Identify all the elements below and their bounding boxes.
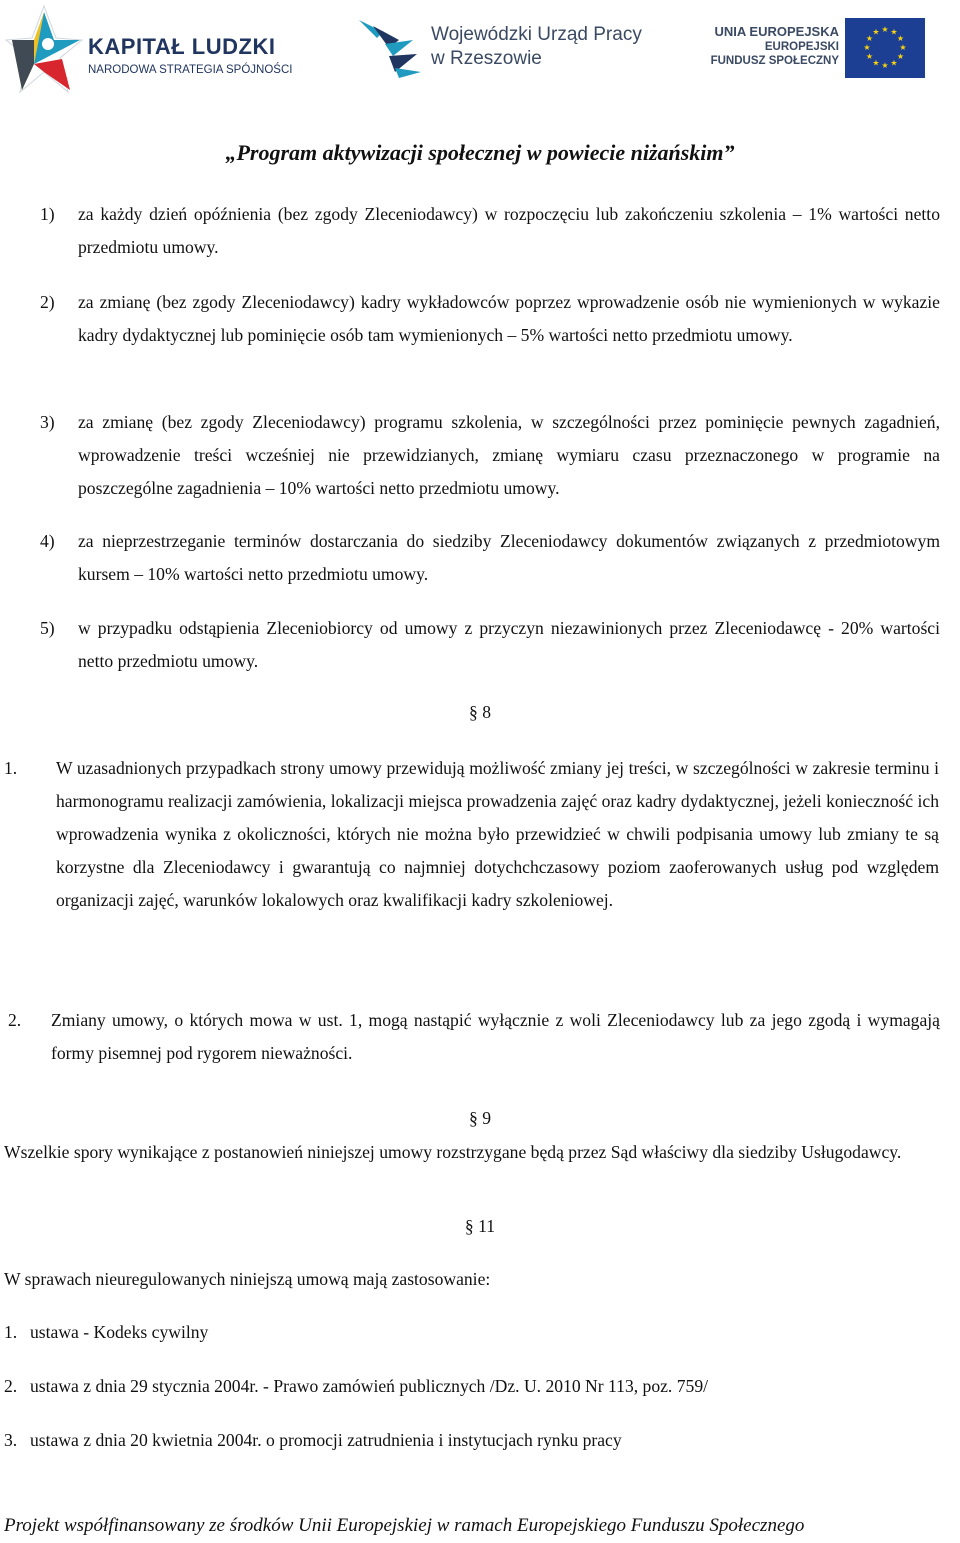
penalty-number: 4)	[40, 531, 55, 551]
item-number: 2.	[8, 1010, 22, 1030]
wup-logo	[355, 10, 665, 80]
page-footer: Projekt współfinansowany ze środków Unii Europejskiej w ramach Europejskiego Funduszu Społecznego	[4, 1515, 805, 1536]
wup-name-line2: w Rzeszowie	[431, 48, 542, 69]
logo-subtitle: NARODOWA STRATEGIA SPÓJNOŚCI	[88, 64, 293, 76]
penalty-text: za zmianę (bez zgody Zleceniodawcy) programu szkolenia, w szczególności przez pominięcie pewnych zagadnień, wprowadzenie treści wcześniej nie przewidzianych, zmianę wymiaru czasu przeznaczonego w programie na poszczególne zagadnienia – 10% wartości netto przedmiotu umowy.	[78, 412, 940, 498]
star-emblem-icon	[4, 4, 84, 96]
list-text: ustawa - Kodeks cywilny	[30, 1322, 209, 1342]
eu-logo-line2: EUROPEJSKI	[764, 41, 839, 53]
section9-text: Wszelkie spory wynikające z postanowień niniejszej umowy rozstrzygane będą przez Sąd właściwy dla siedziby Usługodawcy.	[4, 1142, 902, 1162]
svg-text:★: ★	[899, 43, 907, 52]
item-number: 1.	[4, 758, 18, 778]
eu-logo	[710, 14, 943, 80]
eu-logo-line1: UNIA EUROPEJSKA	[714, 24, 839, 39]
section8-item	[8, 1004, 940, 1070]
penalty-number: 1)	[40, 204, 55, 224]
svg-text:★: ★	[881, 25, 889, 34]
svg-text:★: ★	[872, 27, 880, 37]
law-list-item	[4, 1376, 708, 1397]
penalty-item	[40, 198, 940, 264]
svg-text:★: ★	[890, 27, 898, 37]
list-number: 3.	[4, 1430, 18, 1450]
svg-text:★: ★	[881, 61, 889, 70]
penalty-item	[40, 406, 940, 505]
svg-text:★: ★	[865, 34, 874, 43]
section-heading-9: § 9	[469, 1108, 491, 1128]
penalty-item	[40, 612, 940, 678]
section-heading-11: § 11	[464, 1216, 496, 1236]
list-number: 2.	[4, 1376, 18, 1396]
law-list-item	[4, 1430, 622, 1451]
eu-flag-icon	[845, 18, 925, 78]
eu-logo-line3: FUNDUSZ SPOŁECZNY	[710, 55, 839, 67]
item-text: Zmiany umowy, o których mowa w ust. 1, mogą nastąpić wyłącznie z woli Zleceniodawcy lub za jego zgodą i wymagają formy pisemnej pod rygorem nieważności.	[51, 1010, 940, 1063]
list-text: ustawa z dnia 20 kwietnia 2004r. o promocji zatrudnienia i instytucjach rynku pracy	[30, 1430, 622, 1450]
penalty-text: za zmianę (bez zgody Zleceniodawcy) kadry wykładowców poprzez wprowadzenie osób nie wymienionych w wykazie kadry dydaktycznej lub pominięcie osób tam wymienionych – 5% wartości netto przedmiotu umowy.	[78, 292, 940, 345]
svg-text:★: ★	[872, 58, 880, 68]
penalty-number: 2)	[40, 292, 55, 312]
penalty-item	[40, 525, 940, 591]
list-text: ustawa z dnia 29 stycznia 2004r. - Prawo zamówień publicznych /Dz. U. 2010 Nr 113, poz. 759/	[30, 1376, 709, 1396]
penalty-number: 3)	[40, 412, 55, 432]
section-heading-8: § 8	[469, 702, 491, 722]
law-list-item	[4, 1322, 208, 1343]
penalty-number: 5)	[40, 618, 55, 638]
logo-title: KAPITAŁ LUDZKI	[88, 34, 276, 59]
section11-intro: W sprawach nieuregulowanych niniejszą umową mają zastosowanie:	[4, 1269, 491, 1289]
svg-text:★: ★	[896, 34, 905, 43]
svg-text:★: ★	[863, 43, 871, 52]
penalty-text: za nieprzestrzeganie terminów dostarczania do siedziby Zleceniodawcy dokumentów związanych z przedmiotowym kursem – 10% wartości netto przedmiotu umowy.	[78, 531, 940, 584]
list-number: 1.	[4, 1322, 18, 1342]
svg-text:★: ★	[865, 52, 874, 61]
penalty-text: za każdy dzień opóźnienia (bez zgody Zleceniodawcy) w rozpoczęciu lub zakończeniu szkolenia – 1% wartości netto przedmiotu umowy.	[78, 204, 940, 257]
section8-item	[4, 752, 939, 917]
document-title: „Program aktywizacji społecznej w powiecie niżańskim”	[225, 140, 735, 165]
kapital-ludzki-logo	[4, 4, 304, 96]
svg-text:★: ★	[890, 58, 898, 68]
penalty-item	[40, 286, 940, 352]
page-header	[0, 0, 960, 100]
svg-text:★: ★	[896, 52, 905, 61]
penalty-text: w przypadku odstąpienia Zleceniobiorcy od umowy z przyczyn niezawinionych przez Zleceniodawcę - 20% wartości netto przedmiotu umowy.	[78, 618, 940, 671]
wup-name-line1: Wojewódzki Urząd Pracy	[431, 24, 642, 45]
item-text: W uzasadnionych przypadkach strony umowy przewidują możliwość zmiany jej treści, w szczególności w zakresie terminu i harmonogramu realizacji zamówienia, lokalizacji miejsca prowadzenia zajęć oraz kadry dydaktycznej, jeżeli konieczność ich wprowadzenia wynika z okoliczności, których nie można było przewidzieć w chwili podpisania umowy lub zmiany te są korzystne dla Zleceniodawcy i gwarantują co najmniej dotychchczasowy poziom zaoferowanych usług pod względem organizacji zajęć, warunków lokalowych oraz kwalifikacji kadry szkoleniowej.	[56, 758, 939, 910]
bird-emblem-icon	[355, 10, 427, 80]
